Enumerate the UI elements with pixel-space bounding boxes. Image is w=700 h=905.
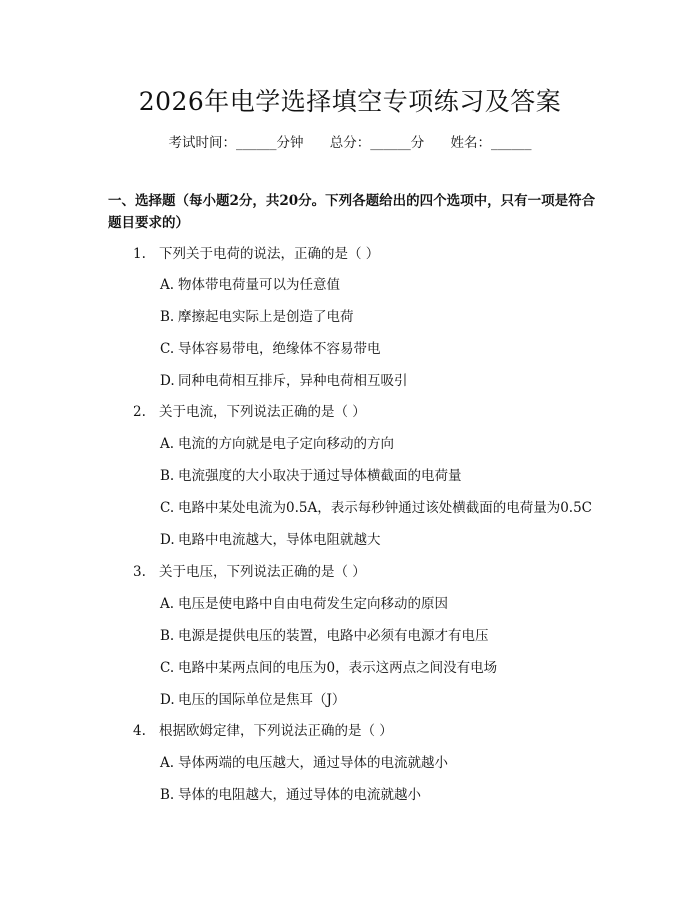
option-text: 物体带电荷量可以为任意值: [178, 277, 340, 293]
section-heading: 一、选择题（每小题2分，共20分。下列各题给出的四个选项中，只有一项是符合题目要求的）: [108, 193, 596, 231]
option-text: 电压的国际单位是焦耳（J）: [178, 692, 346, 708]
option-text: 导体容易带电，绝缘体不容易带电: [178, 341, 381, 357]
option-2c: [160, 499, 592, 517]
exam-time-field: 考试时间：______分钟: [168, 135, 304, 151]
question-number: 1.: [133, 246, 146, 262]
option-1b: [160, 308, 354, 326]
option-text: 电压是使电路中自由电荷发生定向移动的原因: [178, 596, 448, 612]
option-1a: [160, 276, 340, 294]
option-letter: C.: [160, 500, 175, 516]
option-1c: [160, 340, 381, 358]
option-text: 电源是提供电压的装置，电路中必须有电源才有电压: [178, 628, 489, 644]
question-number: 4.: [133, 723, 146, 739]
question-text: 根据欧姆定律，下列说法正确的是（ ）: [159, 723, 393, 739]
option-letter: B.: [160, 309, 175, 325]
student-name-field: 姓名：______: [450, 135, 532, 151]
page-title: 2026年电学选择填空专项练习及答案: [138, 87, 562, 116]
option-text: 同种电荷相互排斥，异种电荷相互吸引: [178, 373, 408, 389]
option-2b: [160, 467, 462, 485]
option-2a: [160, 435, 394, 453]
option-text: 电路中某两点间的电压为0，表示这两点之间没有电场: [178, 660, 498, 676]
question-3: [133, 563, 366, 581]
option-text: 导体两端的电压越大，通过导体的电流就越小: [178, 755, 448, 771]
option-letter: A.: [160, 755, 175, 771]
option-3d: [160, 691, 345, 709]
option-letter: B.: [160, 787, 175, 803]
question-1: [133, 245, 379, 263]
option-text: 电路中电流越大，导体电阻就越大: [178, 532, 381, 548]
option-letter: B.: [160, 468, 175, 484]
option-4a: [160, 754, 448, 772]
question-text: 关于电流，下列说法正确的是（ ）: [159, 404, 366, 420]
option-text: 摩擦起电实际上是创造了电荷: [178, 309, 354, 325]
exam-meta: [0, 131, 700, 151]
option-3c: [160, 659, 497, 677]
option-letter: D.: [160, 692, 175, 708]
option-letter: C.: [160, 660, 175, 676]
option-letter: A.: [160, 277, 175, 293]
option-text: 导体的电阻越大，通过导体的电流就越小: [178, 787, 421, 803]
option-letter: A.: [160, 436, 175, 452]
question-text: 关于电压，下列说法正确的是（ ）: [159, 564, 366, 580]
question-number: 2.: [133, 404, 146, 420]
option-text: 电流的方向就是电子定向移动的方向: [178, 436, 394, 452]
option-letter: D.: [160, 373, 175, 389]
option-1d: [160, 372, 408, 390]
option-letter: D.: [160, 532, 175, 548]
option-letter: A.: [160, 596, 175, 612]
option-4b: [160, 786, 421, 804]
question-text: 下列关于电荷的说法，正确的是（ ）: [159, 246, 380, 262]
total-score-field: 总分：______分: [329, 135, 425, 151]
option-3b: [160, 627, 489, 645]
option-2d: [160, 531, 381, 549]
question-2: [133, 403, 366, 421]
option-text: 电路中某处电流为0.5A，表示每秒钟通过该处横截面的电荷量为0.5C: [178, 500, 593, 516]
question-number: 3.: [133, 564, 146, 580]
option-3a: [160, 595, 448, 613]
option-text: 电流强度的大小取决于通过导体横截面的电荷量: [178, 468, 462, 484]
question-4: [133, 722, 393, 740]
option-letter: C.: [160, 341, 175, 357]
option-letter: B.: [160, 628, 175, 644]
